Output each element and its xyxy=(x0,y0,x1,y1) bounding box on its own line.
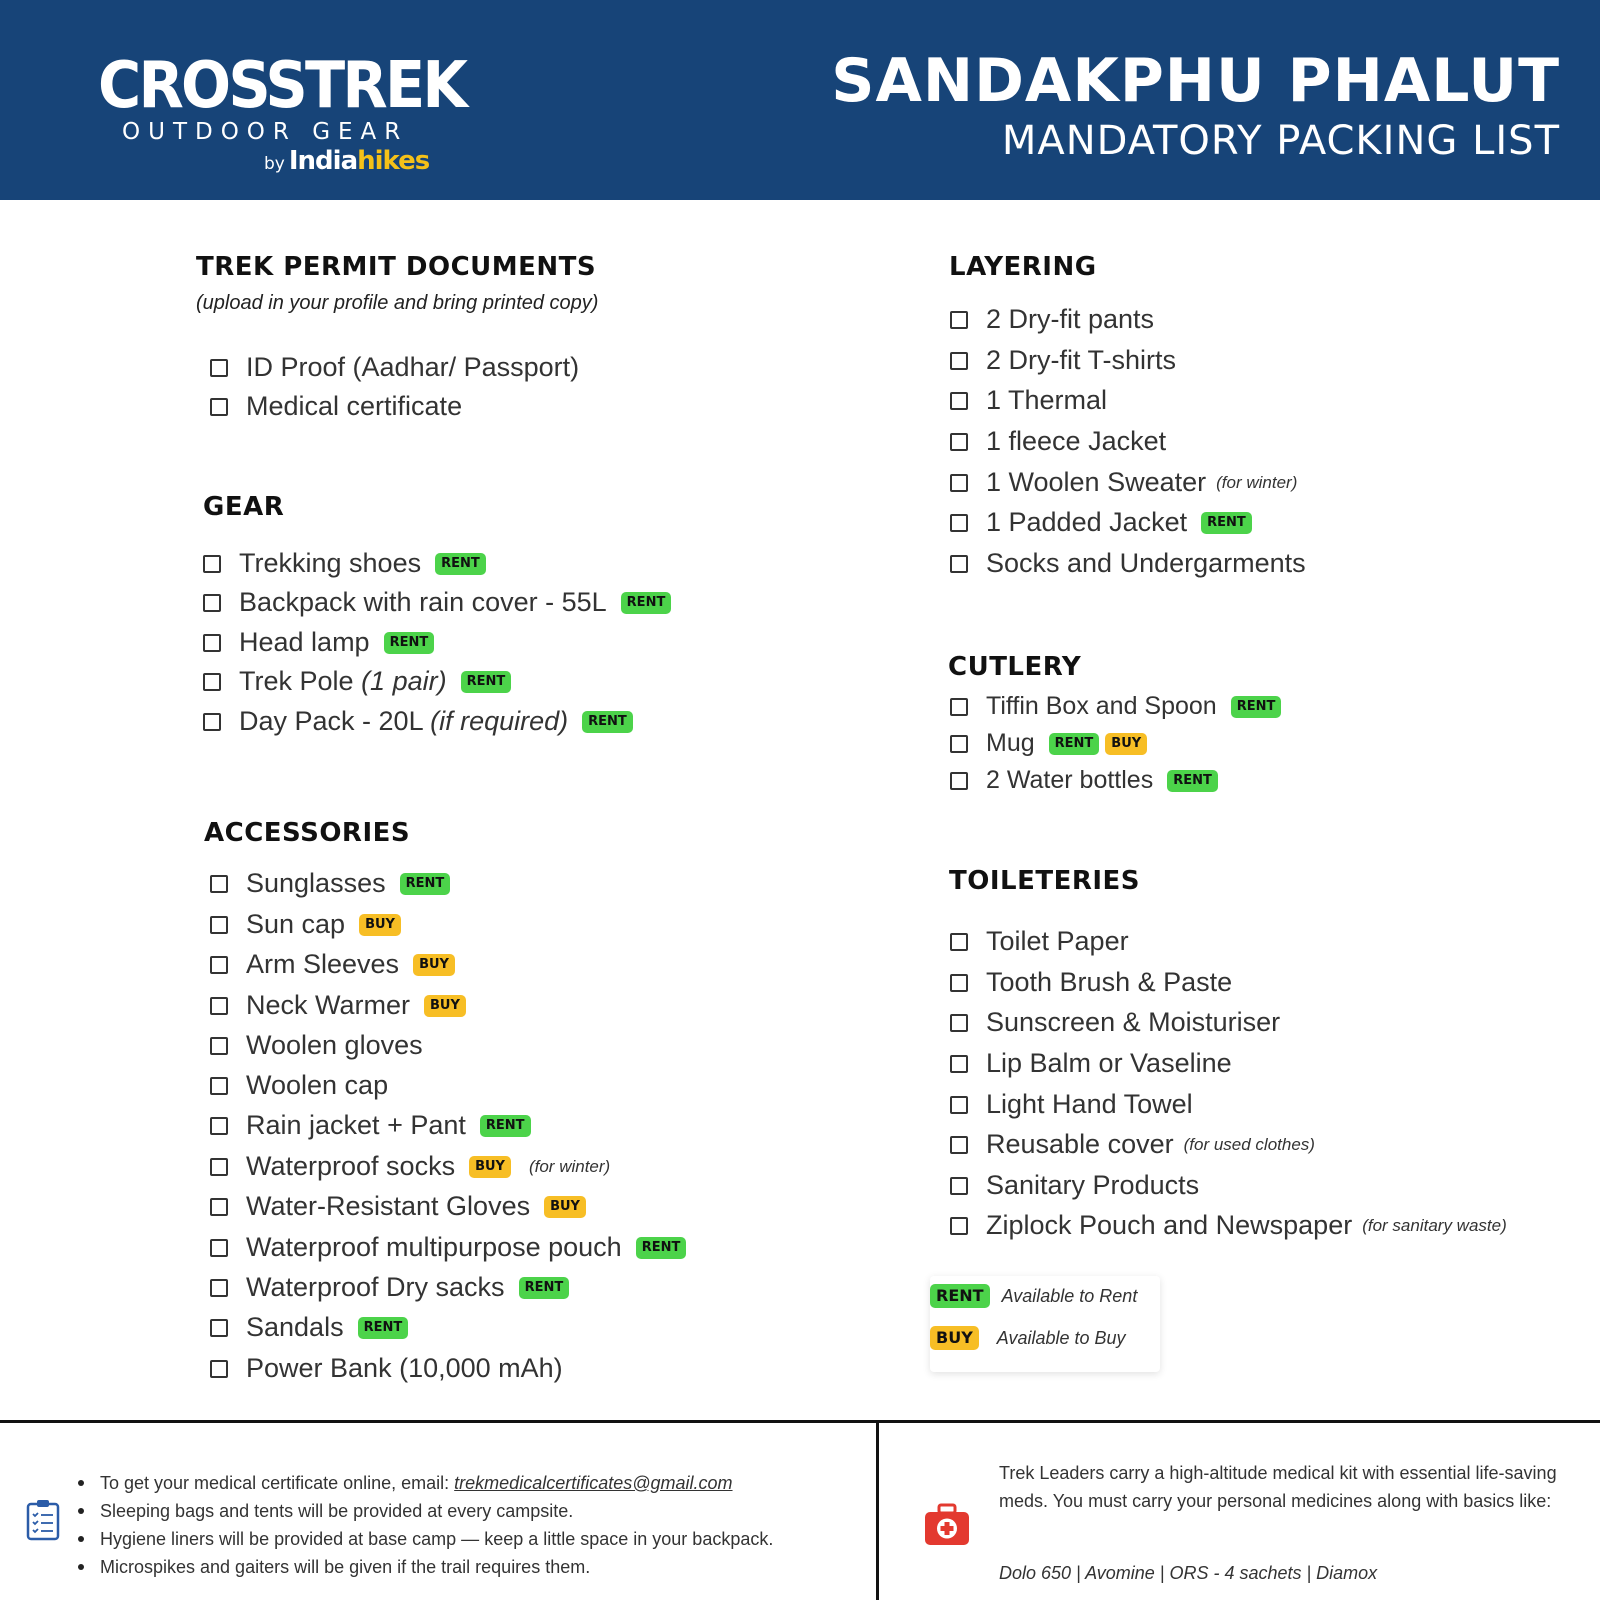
checkbox[interactable] xyxy=(210,1360,228,1378)
checkbox[interactable] xyxy=(950,735,968,753)
medical-email-link[interactable]: trekmedicalcertificates@gmail.com xyxy=(454,1473,733,1493)
item-label: 1 Thermal xyxy=(986,385,1108,415)
first-aid-kit-icon xyxy=(923,1503,971,1551)
buy-badge: BUY xyxy=(469,1156,511,1178)
checklist-item[interactable] xyxy=(950,729,1147,758)
page-title: SANDAKPHU PHALUT xyxy=(831,46,1560,116)
item-label: Toilet Paper xyxy=(986,926,1129,956)
legend xyxy=(930,1276,1160,1372)
rent-badge: RENT xyxy=(480,1115,531,1137)
item-label: Tooth Brush & Paste xyxy=(986,967,1233,997)
checklist-item[interactable] xyxy=(950,926,1129,957)
checkbox[interactable] xyxy=(950,1136,968,1154)
item-label: Woolen gloves xyxy=(246,1030,423,1060)
permits-section xyxy=(196,252,598,315)
logo-main-text: CROSSTREK xyxy=(98,49,466,123)
checkbox[interactable] xyxy=(950,933,968,951)
gear-title: GEAR xyxy=(203,492,285,522)
checkbox[interactable] xyxy=(950,392,968,410)
checklist-item[interactable] xyxy=(210,1070,388,1101)
checklist-item[interactable] xyxy=(210,1232,686,1263)
item-label: Head lamp xyxy=(239,627,370,657)
rent-badge: RENT xyxy=(621,592,672,614)
logo-hikes-text: hikes xyxy=(357,146,430,176)
toiletries-title: TOILETERIES xyxy=(949,866,1141,896)
checklist-item[interactable] xyxy=(210,868,450,899)
checkbox[interactable] xyxy=(210,398,228,416)
layering-section xyxy=(949,252,1097,282)
permits-note: (upload in your profile and bring printed copy) xyxy=(196,292,599,314)
buy-badge: BUY xyxy=(413,954,455,976)
checklist-item[interactable] xyxy=(950,766,1218,795)
checkbox[interactable] xyxy=(203,555,221,573)
checklist-item[interactable] xyxy=(950,385,1107,416)
checklist-item[interactable] xyxy=(210,1030,423,1061)
item-label: Waterproof multipurpose pouch xyxy=(246,1232,622,1262)
checkbox[interactable] xyxy=(950,433,968,451)
checkbox[interactable] xyxy=(950,1055,968,1073)
toiletries-section xyxy=(949,866,1140,896)
checklist-item[interactable] xyxy=(950,692,1281,721)
item-label: Rain jacket + Pant xyxy=(246,1110,466,1140)
checkbox[interactable] xyxy=(203,634,221,652)
checklist-item[interactable] xyxy=(203,548,486,579)
item-label-italic: (if required) xyxy=(430,706,569,736)
item-label xyxy=(239,706,568,737)
checklist-item[interactable] xyxy=(950,1048,1232,1079)
footer-bullet-text: To get your medical certificate online, email: xyxy=(100,1473,455,1493)
item-label: Reusable cover xyxy=(986,1129,1174,1159)
checklist-item[interactable] xyxy=(210,949,455,980)
checkbox[interactable] xyxy=(950,514,968,532)
checkbox[interactable] xyxy=(950,1217,968,1235)
rent-badge: RENT xyxy=(461,671,512,693)
item-label: Sun cap xyxy=(246,909,346,939)
checkbox[interactable] xyxy=(950,555,968,573)
item-label: Waterproof socks xyxy=(246,1151,456,1181)
checklist-item[interactable] xyxy=(210,391,462,422)
checklist-item[interactable] xyxy=(210,352,579,383)
checklist-item[interactable] xyxy=(203,706,633,737)
item-label-main: Trek Pole xyxy=(239,666,354,696)
rent-badge: RENT xyxy=(930,1284,990,1308)
rent-badge: RENT xyxy=(636,1237,687,1259)
checklist-item[interactable] xyxy=(950,467,1297,498)
gear-section xyxy=(203,492,284,522)
item-label: 2 Dry-fit T-shirts xyxy=(986,345,1177,375)
accessories-title: ACCESSORIES xyxy=(204,818,411,848)
cutlery-section xyxy=(948,652,1081,682)
item-label: ID Proof (Aadhar/ Passport) xyxy=(246,352,580,382)
checkbox[interactable] xyxy=(210,1077,228,1095)
legend-buy xyxy=(930,1326,1126,1350)
rent-badge: RENT xyxy=(1167,770,1218,792)
item-label: 1 fleece Jacket xyxy=(986,426,1167,456)
medical-kit-text: Trek Leaders carry a high-altitude medical kit with essential life-saving meds. You must carry your personal medicines along with basics like: xyxy=(999,1463,1557,1511)
checklist-item[interactable] xyxy=(950,967,1232,998)
legend-rent-text: Available to Rent xyxy=(1001,1285,1138,1306)
checklist-item[interactable] xyxy=(203,666,511,697)
checkbox[interactable] xyxy=(210,1158,228,1176)
checklist-item[interactable] xyxy=(203,587,671,618)
checkbox[interactable] xyxy=(950,311,968,329)
checkbox[interactable] xyxy=(210,1117,228,1135)
checkbox[interactable] xyxy=(210,1279,228,1297)
item-label: Power Bank (10,000 mAh) xyxy=(246,1353,563,1383)
rent-badge: RENT xyxy=(435,553,486,575)
checklist-item[interactable] xyxy=(210,1312,408,1343)
buy-badge: BUY xyxy=(930,1326,979,1350)
checklist-item[interactable] xyxy=(950,345,1176,376)
checkbox[interactable] xyxy=(950,1096,968,1114)
footer-bullet-list xyxy=(78,1469,773,1581)
logo-sub-text: OUTDOOR GEAR xyxy=(122,119,409,145)
checkbox[interactable] xyxy=(950,772,968,790)
legend-buy-text: Available to Buy xyxy=(996,1327,1126,1348)
item-label: Sunglasses xyxy=(246,868,386,898)
item-note: (for used clothes) xyxy=(1183,1134,1315,1154)
item-label: Ziplock Pouch and Newspaper xyxy=(986,1210,1353,1240)
item-label: Medical certificate xyxy=(246,391,463,421)
item-label: Sanitary Products xyxy=(986,1170,1200,1200)
checkbox[interactable] xyxy=(203,673,221,691)
checklist-item[interactable] xyxy=(210,1110,531,1141)
checkbox[interactable] xyxy=(210,1239,228,1257)
checkbox[interactable] xyxy=(210,1198,228,1216)
footer-bullet: Sleeping bags and tents will be provided at every campsite. xyxy=(78,1497,773,1525)
rent-badge: RENT xyxy=(1049,733,1100,755)
checkbox[interactable] xyxy=(210,1037,228,1055)
item-label: Backpack with rain cover - 55L xyxy=(239,587,607,617)
rent-badge: RENT xyxy=(1201,512,1252,534)
checkbox[interactable] xyxy=(203,594,221,612)
footer-bullet xyxy=(78,1469,773,1497)
checklist-item[interactable] xyxy=(950,426,1166,457)
title-block xyxy=(831,44,1560,164)
rent-badge: RENT xyxy=(1231,696,1282,718)
item-note: (for winter) xyxy=(1216,472,1298,492)
checklist-item[interactable] xyxy=(950,548,1306,579)
item-label: 2 Water bottles xyxy=(986,766,1154,794)
item-label: Mug xyxy=(986,729,1035,757)
basic-medicines: Dolo 650 | Avomine | ORS - 4 sachets | Diamox xyxy=(999,1563,1378,1583)
item-label: Socks and Undergarments xyxy=(986,548,1306,578)
checkbox[interactable] xyxy=(950,698,968,716)
page-subtitle: MANDATORY PACKING LIST xyxy=(1001,118,1560,164)
checklist-item[interactable] xyxy=(210,1353,563,1384)
checkbox[interactable] xyxy=(210,956,228,974)
checklist-item[interactable] xyxy=(210,990,466,1021)
item-label: 1 Padded Jacket xyxy=(986,507,1188,537)
footer-bullet: Microspikes and gaiters will be given if the trail requires them. xyxy=(78,1553,773,1581)
checkbox[interactable] xyxy=(950,352,968,370)
rent-badge: RENT xyxy=(358,1317,409,1339)
item-label-italic: (1 pair) xyxy=(361,666,447,696)
checklist-item[interactable] xyxy=(950,1210,1507,1241)
rent-badge: RENT xyxy=(384,632,435,654)
buy-badge: BUY xyxy=(544,1196,586,1218)
cutlery-title: CUTLERY xyxy=(948,652,1082,682)
checkbox[interactable] xyxy=(950,474,968,492)
permits-title: TREK PERMIT DOCUMENTS xyxy=(196,252,597,282)
checklist-item[interactable] xyxy=(950,507,1252,538)
item-label: Neck Warmer xyxy=(246,990,411,1020)
item-label: 2 Dry-fit pants xyxy=(986,304,1155,334)
footer-medical-info xyxy=(879,1423,1600,1600)
checkbox[interactable] xyxy=(950,974,968,992)
checkbox[interactable] xyxy=(950,1014,968,1032)
buy-badge: BUY xyxy=(359,914,401,936)
item-label: Waterproof Dry sacks xyxy=(246,1272,505,1302)
item-label: Light Hand Towel xyxy=(986,1089,1193,1119)
item-note: (for sanitary waste) xyxy=(1362,1215,1507,1235)
checklist-item[interactable] xyxy=(950,1007,1280,1038)
checkbox[interactable] xyxy=(210,875,228,893)
item-label: 1 Woolen Sweater xyxy=(986,467,1207,497)
header-banner xyxy=(0,0,1600,200)
clipboard-checklist-icon xyxy=(26,1499,60,1545)
buy-badge: BUY xyxy=(1105,733,1147,755)
checkbox[interactable] xyxy=(210,997,228,1015)
legend-rent xyxy=(930,1284,1137,1308)
buy-badge: BUY xyxy=(424,995,466,1017)
checkbox[interactable] xyxy=(210,1319,228,1337)
logo-by-text: by xyxy=(264,154,285,174)
checkbox[interactable] xyxy=(203,713,221,731)
item-note: (for winter) xyxy=(528,1156,611,1176)
rent-badge: RENT xyxy=(519,1277,570,1299)
checklist-item[interactable] xyxy=(210,1272,569,1303)
checklist-item[interactable] xyxy=(950,1170,1199,1201)
item-label xyxy=(239,666,447,697)
checkbox[interactable] xyxy=(950,1177,968,1195)
item-label: Trekking shoes xyxy=(239,548,422,578)
checklist-item[interactable] xyxy=(210,1151,610,1182)
item-label: Sandals xyxy=(246,1312,344,1342)
item-label-main: Day Pack - 20L xyxy=(239,706,423,736)
checklist-item[interactable] xyxy=(950,304,1154,335)
item-label: Sunscreen & Moisturiser xyxy=(986,1007,1281,1037)
checklist-item[interactable] xyxy=(210,1191,586,1222)
rent-badge: RENT xyxy=(582,711,633,733)
checklist-item[interactable] xyxy=(950,1089,1193,1120)
logo-india-text: India xyxy=(288,146,358,176)
logo-by-indiahikes xyxy=(264,146,429,176)
checklist-item[interactable] xyxy=(210,909,401,940)
checklist-item[interactable] xyxy=(950,1129,1315,1160)
item-label: Lip Balm or Vaseline xyxy=(986,1048,1232,1078)
checkbox[interactable] xyxy=(210,916,228,934)
item-label: Water-Resistant Gloves xyxy=(246,1191,531,1221)
footer-bullet: Hygiene liners will be provided at base camp — keep a little space in your backpack. xyxy=(78,1525,773,1553)
item-label: Arm Sleeves xyxy=(246,949,400,979)
item-label: Tiffin Box and Spoon xyxy=(986,692,1217,720)
checklist-item[interactable] xyxy=(203,627,434,658)
checkbox[interactable] xyxy=(210,359,228,377)
item-label: Woolen cap xyxy=(246,1070,389,1100)
footer-notes xyxy=(0,1423,876,1600)
rent-badge: RENT xyxy=(400,873,451,895)
layering-title: LAYERING xyxy=(949,252,1097,282)
crosstrek-logo xyxy=(98,49,466,176)
accessories-section xyxy=(204,818,410,848)
